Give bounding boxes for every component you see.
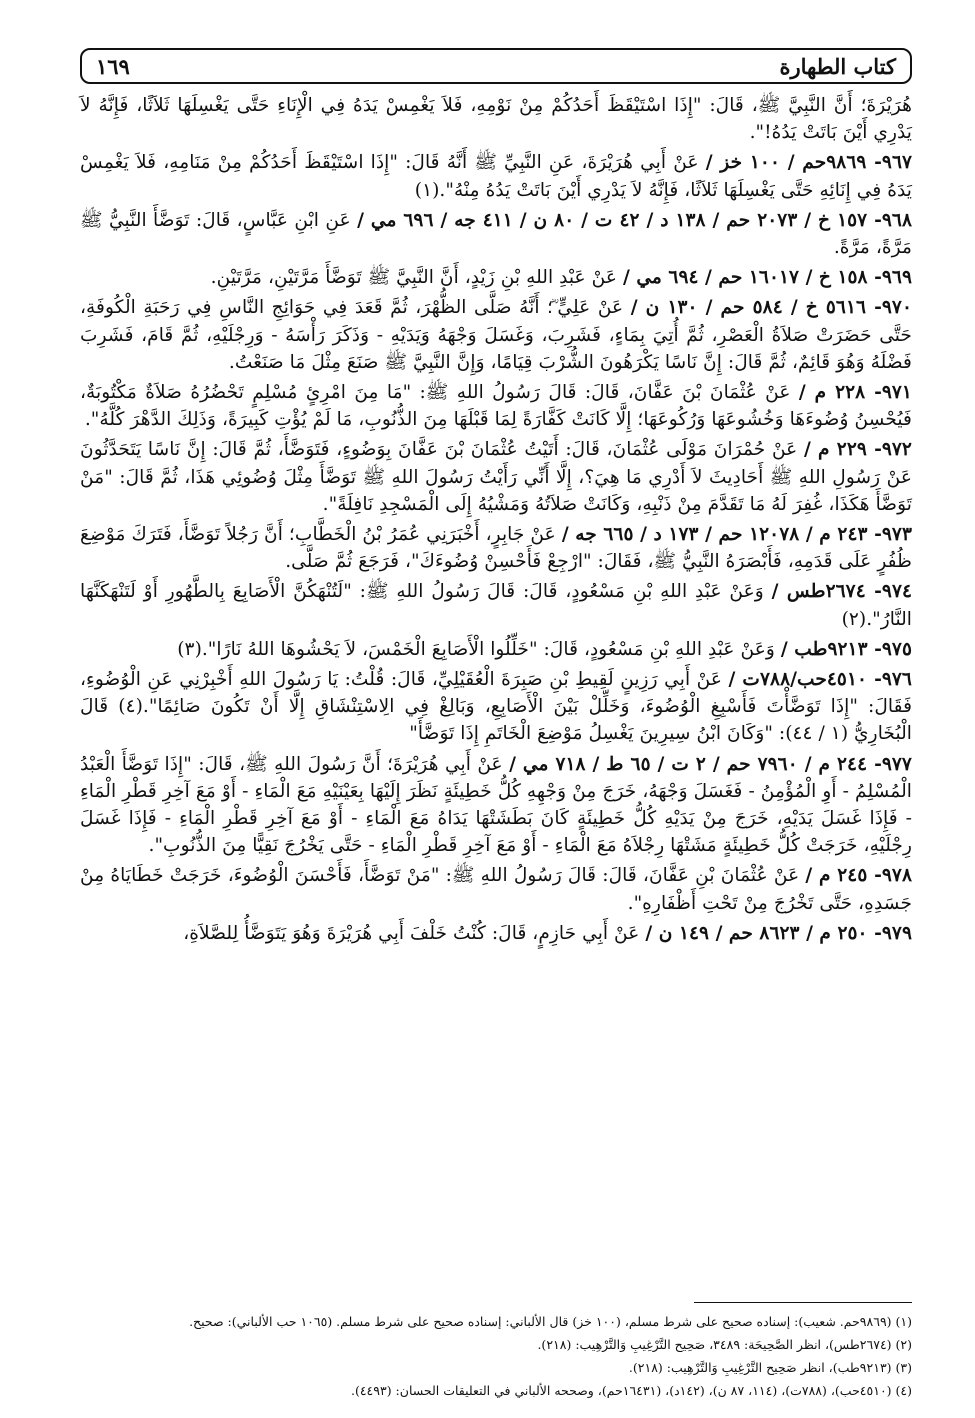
hadith-text [80,92,912,950]
hadith-text-line: عَنْ عَبْدِ اللهِ بْنِ زَيْدٍ، أَنَّ النَّبِيَّ ﷺ تَوَضَّأَ مَرَّتَيْنِ، مَرَّتَيْنِ. [210,267,618,289]
hadith-entry [80,207,912,261]
hadith-entry [80,149,912,203]
hadith-number: ٩٧٢- ٢٢٩ م / [803,438,912,461]
footnotes [80,1302,912,1402]
hadith-entry [80,521,912,575]
hadith-text-line: عَنْ حُمْرَانَ مَوْلَى عُثْمَانَ، قَالَ: أَتَيْتُ عُثْمَانَ بْنَ عَفَّانَ بِوَضُوءٍ، فَتَوَضَّأَ، ثُمَّ قَالَ: إِنَّ نَاسًا يَتَحَدَّثُونَ عَنْ رَسُولِ اللهِ ﷺ أَحَادِيثَ لاَ أَدْرِي مَا هِيَ؟، إِلَّا أَنِّي رَأَيْتُ رَسُولَ اللهِ ﷺ تَوَضَّأَ مِثْلَ وُضُوئِي هَذَا، ثُمَّ قَالَ: "مَنْ تَوَضَّأَ هَكَذَا، غُفِرَ لَهُ مَا تَقَدَّمَ مِنْ ذَنْبِهِ، وَكَانَتْ صَلاَتُهُ وَمَشْيُهُ إِلَى الْمَسْجِدِ نَافِلَةً". [80,439,912,515]
hadith-number: ٩٧٠- ٥٦١٦ خ / ٥٨٤ حم / ١٣٠ ن / [630,296,913,319]
page-header [80,48,912,84]
hadith-text-line: عَنْ عُثْمَانَ بْنَ عَفَّانَ، قَالَ: قَالَ رَسُولُ اللهِ ﷺ: "مَا مِنَ امْرِئٍ مُسْلِمٍ تَحْضُرُهُ صَلاَةٌ مَكْتُوبَةٌ، فَيُحْسِنُ وُضُوءَهَا وَخُشُوعَهَا وَرُكُوعَهَا؛ إِلَّا كَانَتْ كَفَّارَةً لِمَا قَبْلَهَا مِنَ الذُّنُوبِ، مَا لَمْ يُؤْتِ كَبِيرَةً، وَذَلِكَ الدَّهْرَ كُلَّهُ". [80,382,912,431]
hadith-text-line: عَنْ أَبِي رَزِينٍ لَقِيطِ بْنِ صَبِرَةَ الْعُقَيْلِيِّ، قَالَ: قُلْتُ: يَا رَسُولَ اللهِ أَخْبِرْنِي عَنِ الْوُضُوءِ، فَقَالَ: "إِذَا تَوَضَّأْتَ فَأَسْبِغِ الْوُضُوءَ، وَخَلِّلْ بَيْنَ الْأَصَابِعِ، وَبَالِغْ فِي الِاسْتِنْشَاقِ إِلَّا أَنْ تَكُونَ صَائِمًا".(٤) قَالَ الْبُخَارِيُّ (١ / ٤٤): "وَكَانَ ابْنُ سِيرِينَ يَغْسِلُ مَوْضِعَ الْخَاتَمِ إِذَا تَوَضَّأَ" [80,669,913,745]
footnote: (٣) (٩٢١٣طب)، انظر صَحِيح التَّرْغِيبِ وَالتَّرْهِيب: (٢١٨). [628,1360,912,1375]
hadith-number: ٩٧٤- ٢٦٧٤طس / [771,580,913,603]
hadith-number: ٩٦٩- ١٥٨ خ / ١٦٠١٧ حم / ٦٩٤ مي / [622,266,912,289]
hadith-entry [80,920,912,947]
hadith-entry [80,264,912,291]
footnote: (١) (٩٨٦٩حم. شعيب): إسناده صحيح على شرط مسلم، (١٠٠ خز) قال الألباني: إسناده صحيح على شرط مسلم. (١٠٦٥ حب الألباني): صحيح. [189,1314,912,1329]
hadith-entry [80,751,912,860]
intro-paragraph: هُرَيْرَةَ؛ أَنَّ النَّبِيَّ ﷺ، قَالَ: "إِذَا اسْتَيْقَظَ أَحَدُكُمْ مِنْ نَوْمِهِ، فَلاَ يَغْمِسْ يَدَهُ فِي الْإِنَاءِ حَتَّى يَغْسِلَهَا ثَلاَثًا، فَإِنَّهُ لاَ يَدْرِي أَيْنَ بَاتَتْ يَدُهُ!". [80,95,912,144]
hadith-number: ٩٧٧- ٢٤٤ م / ٧٩٦٠ حم / ٢ ت / ٦٥ ط / ٧١٨ مي / [509,752,912,775]
hadith-number: ٩٧٨- ٢٤٥ م / [805,864,912,887]
hadith-entry [80,294,912,376]
hadith-text-line: عَنْ عَلِيٍّ ؓ؛ أَنَّهُ صَلَّى الظُّهْرَ، ثُمَّ قَعَدَ فِي حَوَائِجِ النَّاسِ فِي رَحَبَةِ الْكُوفَةِ، حَتَّى حَضَرَتْ صَلاَةُ الْعَصْرِ، ثُمَّ أُتِيَ بِمَاءٍ، فَشَرِبَ، وَغَسَلَ وَجْهَهُ وَيَدَيْهِ - وَذَكَرَ رَأْسَهُ - وَرِجْلَيْهِ، ثُمَّ قَامَ، فَشَرِبَ فَضْلَهُ وَهُوَ قَائِمٌ، ثُمَّ قَالَ: إِنَّ نَاسًا يَكْرَهُونَ الشُّرْبَ قِيَامًا، وَإِنَّ النَّبِيَّ ﷺ صَنَعَ مِثْلَ مَا صَنَعْتُ. [80,297,912,373]
footnote: (٤) (٤٥١٠حب)، (٧٨٨ت)، (١١٤، ٨٧ ن)، (١٤٢د)، (١٦٤٣١حم)، وصححه الألباني في التعليقات الحسان: (٤٤٩٣). [350,1383,912,1398]
hadith-text-line: عَنِ ابْنِ عَبَّاسٍ، قَالَ: تَوَضَّأَ النَّبِيُّ ﷺ مَرَّةً، مَرَّةً. [80,209,912,259]
hadith-entry [80,578,912,632]
book-page [62,40,913,1398]
hadith-number: ٩٧١- ٢٢٨ م / [798,381,912,404]
hadith-entry [80,436,912,518]
hadith-text-line: عَنْ أَبِي هُرَيْرَةَ؛ أَنَّ رَسُولَ اللهِ ﷺ، قَالَ: "إِذَا تَوَضَّأَ الْعَبْدُ الْمُسْلِمُ - أَوِ الْمُؤْمِنُ - فَغَسَلَ وَجْهَهُ، خَرَجَ مِنْ وَجْهِهِ كُلُّ خَطِيئَةٍ نَظَرَ إِلَيْهَا بِعَيْنَيْهِ مَعَ الْمَاءِ - أَوْ مَعَ آخِرِ قَطْرِ الْمَاءِ - فَإِذَا غَسَلَ يَدَيْهِ، خَرَجَ مِنْ يَدَيْهِ كُلُّ خَطِيئَةٍ كَانَ بَطَشَتْهَا يَدَاهُ مَعَ الْمَاءِ - أَوْ مَعَ آخِرِ قَطْرِ الْمَاءِ - فَإِذَا غَسَلَ رِجْلَيْهِ، خَرَجَتْ كُلُّ خَطِيئَةٍ مَشَتْهَا رِجْلاَهُ مَعَ الْمَاءِ - أَوْ مَعَ آخِرِ قَطْرِ الْمَاءِ - حَتَّى يَخْرُجَ نَقِيًّا مِنَ الذُّنُوبِ". [80,753,912,857]
hadith-number: ٩٧٥- ٩٢١٣طب / [780,637,912,660]
hadith-number: ٩٧٣- ٢٤٣ م / ١٢٠٧٨ حم / ١٧٣ د / ٦٦٥ جه / [561,523,912,546]
hadith-text-line: وَعَنْ عَبْدِ اللهِ بْنِ مَسْعُودٍ، قَالَ: "خَلِّلُوا الْأَصَابِعَ الْخَمْسَ، لاَ يَحْشُوهَا اللهُ نَارًا".(٣) [177,638,775,660]
footnote: (٢) (٢٦٧٤طس)، انظر الصَّحِيحَة: ٣٤٨٩، صَحِيح التَّرْغِيبِ وَالتَّرْهِيب: (٢١٨). [537,1337,912,1352]
hadith-text-line: عَنْ أَبِي هُرَيْرَةَ، عَنِ النَّبِيِّ ﷺ أَنَّهُ قَالَ: "إِذَا اسْتَيْقَظَ أَحَدُكُمْ مِنْ مَنَامِهِ، فَلاَ يَغْمِسْ يَدَهُ فِي إِنَائِهِ حَتَّى يَغْسِلَهَا ثَلاَثًا، فَإِنَّهُ لاَ يَدْرِي أَيْنَ بَاتَتْ يَدُهُ مِنْهُ".(١) [80,152,912,201]
hadith-entry [80,862,912,916]
hadith-entry [80,636,912,663]
hadith-number: ٩٦٧- ٩٨٦٩حم / ١٠٠ خز / [705,151,913,174]
hadith-text-line: عَنْ عُثْمَانَ بْنِ عَفَّانَ، قَالَ: قَالَ رَسُولُ اللهِ ﷺ: "مَنْ تَوَضَّأَ، فَأَحْسَنَ الْوُضُوءَ، خَرَجَتْ خَطَايَاهُ مِنْ جَسَدِهِ، حَتَّى تَخْرُجَ مِنْ تَحْتِ أَظْفَارِهِ". [80,865,912,914]
hadith-entry [80,666,912,748]
hadith-text-line: عَنْ جَابِرٍ، أَخْبَرَنِي عُمَرُ بْنُ الْخَطَّابِ؛ أَنَّ رَجُلاً تَوَضَّأَ، فَتَرَكَ مَوْضِعَ ظُفُرٍ عَلَى قَدَمِهِ، فَأَبْصَرَهُ النَّبِيُّ ﷺ، فَقَالَ: "ارْجِعْ فَأَحْسِنْ وُضُوءَكَ"، فَرَجَعَ ثُمَّ صَلَّى. [80,524,912,573]
hadith-number: ٩٦٨- ١٥٧ خ / ٢٠٧٣ حم / ١٣٨ د / ٤٢ ت / ٨٠ ن / ٤١١ جه / ٦٩٦ مي / [357,208,912,231]
hadith-number: ٩٧٦- ٤٥١٠حب/٧٨٨ت / [728,668,912,691]
hadith-number: ٩٧٩- ٢٥٠ م / ٨٦٢٣ حم / ١٤٩ ن / [645,921,912,944]
page-number: ١٦٩ [96,53,130,79]
hadith-text-line: عَنْ أَبِي حَازِمٍ، قَالَ: كُنْتُ خَلْفَ أَبِي هُرَيْرَةَ وَهُوَ يَتَوَضَّأُ لِلصَّلاَةِ، [183,922,640,944]
hadith-entry [80,379,912,433]
book-title: كتاب الطهارة [779,53,896,79]
hadith-text-line: وَعَنْ عَبْدِ اللهِ بْنِ مَسْعُودٍ، قَالَ: قَالَ رَسُولُ اللهِ ﷺ: "لَتُنْهَكُنَّ الْأَصَابِعَ بِالطَّهُورِ أَوْ لَتَنْهَكَنَّهَا النَّارُ".(٢) [80,581,912,630]
